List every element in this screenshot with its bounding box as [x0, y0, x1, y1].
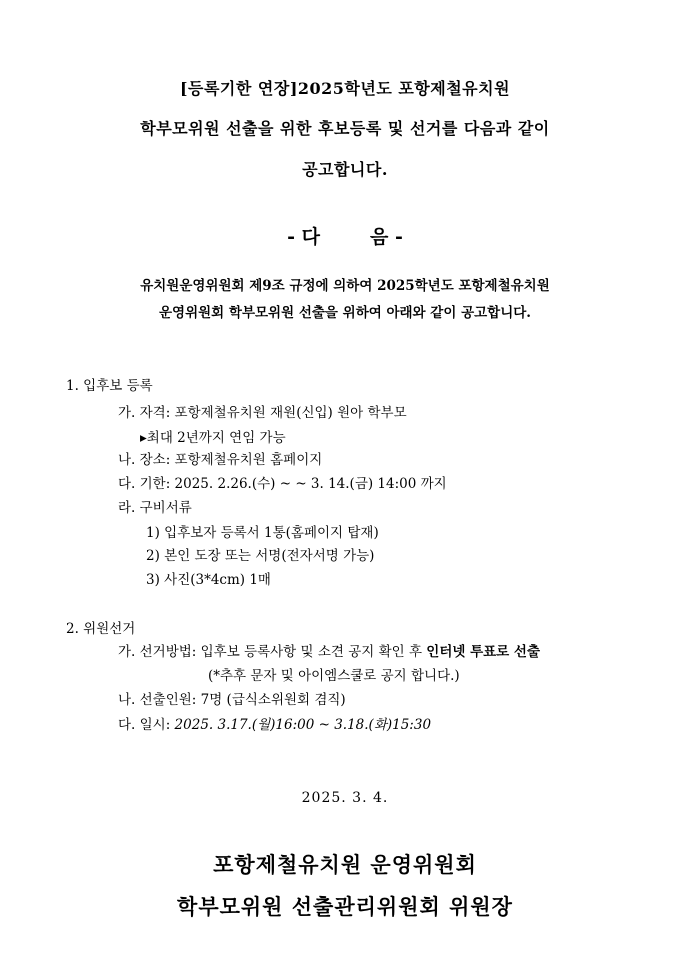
title-line-3: 공고합니다. [302, 160, 388, 179]
qualification-line: 가. 자격: 포항제철유치원 재원(신입) 원아 학부모 [118, 405, 407, 421]
section1-title: 1. 입후보 등록 [66, 378, 153, 394]
intro-line-1: 유치원운영위원회 제9조 규정에 의하여 2025학년도 포항제철유치원 [140, 278, 550, 294]
signature-line-1: 포항제철유치원 운영위원회 [213, 852, 477, 877]
document-item: 2) 본인 도장 또는 서명(전자서명 가능) [146, 548, 375, 564]
notice-date: 2025. 3. 4. [301, 790, 389, 806]
dagum-heading [0, 222, 690, 249]
documents-title: 라. 구비서류 [118, 500, 192, 516]
document-item: 3) 사진(3*4cm) 1매 [146, 572, 271, 588]
method-emphasis: 인터넷 투표로 선출 [426, 644, 541, 660]
term-note: ▸최대 2년까지 연임 가능 [140, 430, 286, 446]
section2-title: 2. 위원선거 [66, 621, 136, 637]
period-line [118, 472, 447, 492]
dagum-left: - 다 [287, 226, 320, 248]
method-line [118, 640, 540, 660]
schedule-label: 다. 일시: [118, 717, 175, 733]
document-item: 1) 입후보자 등록서 1통(홈페이지 탑재) [146, 525, 379, 541]
intro-line-2: 운영위원회 학부모위원 선출을 위하여 아래와 같이 공고합니다. [159, 305, 531, 321]
method-note: (*추후 문자 및 아이엠스쿨로 공지 합니다.) [208, 668, 460, 684]
schedule-value: 2025. 3.17.(월)16:00 ~ 3.18.(화)15:30 [174, 717, 432, 733]
place-line: 나. 장소: 포항제철유치원 홈페이지 [118, 452, 323, 468]
dagum-right: 음 - [370, 226, 403, 248]
method-text: 가. 선거방법: 입후보 등록사항 및 소견 공지 확인 후 [118, 644, 427, 660]
schedule-line [118, 713, 431, 733]
count-line: 나. 선출인원: 7명 (급식소위원회 겸직) [118, 692, 346, 708]
title-line-1: [등록기한 연장]2025학년도 포항제철유치원 [179, 79, 511, 98]
signature-line-2: 학부모위원 선출관리위원회 위원장 [177, 894, 513, 919]
period-start: 다. 기한: 2025. 2.26.(수) ~ [118, 476, 296, 492]
period-end: ~ 3. 14.(금) 14:00 까지 [295, 476, 447, 492]
title-line-2: 학부모위원 선출을 위한 후보등록 및 선거를 다음과 같이 [140, 119, 550, 138]
